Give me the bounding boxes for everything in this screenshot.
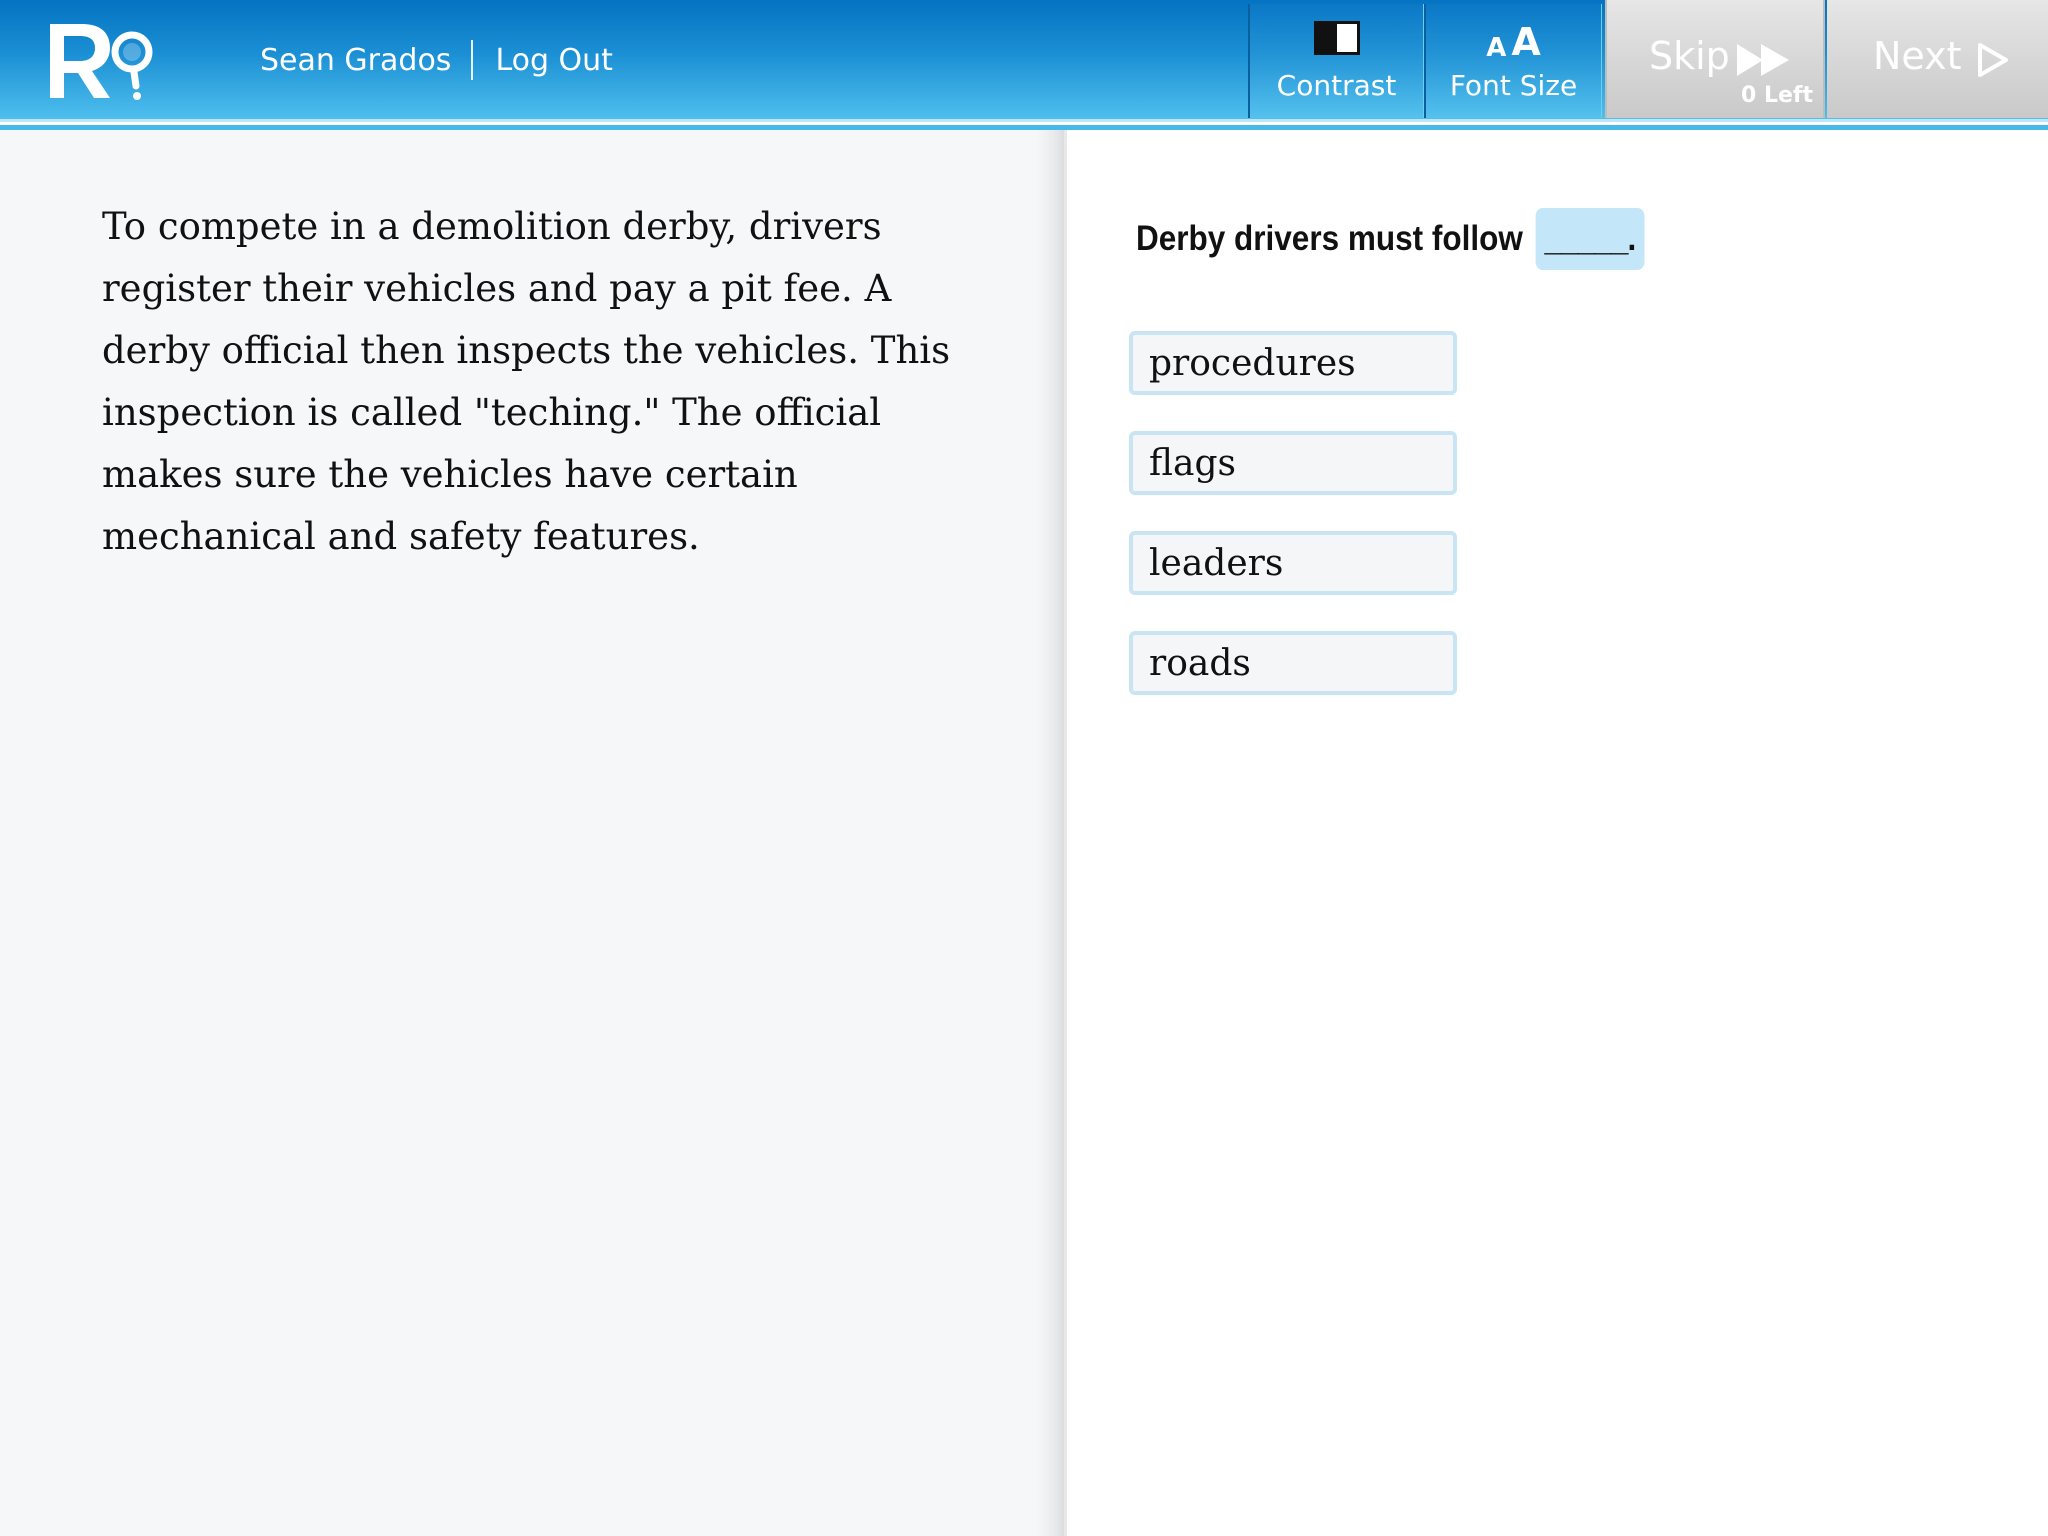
- question-prompt: [1136, 208, 1644, 270]
- logout-link[interactable]: Log Out: [495, 42, 613, 78]
- logo-icon[interactable]: [46, 20, 156, 102]
- next-button[interactable]: [1827, 0, 2048, 118]
- top-header: [0, 0, 2048, 122]
- fast-forward-icon: [1735, 42, 1791, 78]
- answer-blank: _____.: [1535, 208, 1644, 270]
- font-size-icon-large-a: A: [1511, 20, 1541, 64]
- font-size-icon: [1486, 20, 1541, 64]
- font-size-label: Font Size: [1449, 69, 1578, 102]
- panel-shadow: [1036, 130, 1066, 1536]
- answer-option[interactable]: leaders: [1129, 531, 1457, 595]
- font-size-icon-small-a: A: [1486, 33, 1507, 63]
- skips-remaining: 0 Left: [1741, 83, 1813, 108]
- play-arrow-icon: [1977, 42, 2009, 78]
- next-label: Next: [1873, 34, 1962, 78]
- answer-option[interactable]: roads: [1129, 631, 1457, 695]
- answer-option[interactable]: procedures: [1129, 331, 1457, 395]
- question-text: Derby drivers must follow: [1136, 219, 1523, 258]
- user-area: [260, 38, 613, 82]
- skip-label: Skip: [1649, 34, 1730, 78]
- user-name: Sean Grados: [260, 42, 452, 78]
- answer-option[interactable]: flags: [1129, 431, 1457, 495]
- font-size-button[interactable]: [1424, 4, 1602, 118]
- user-separator: [471, 40, 473, 80]
- contrast-button[interactable]: [1248, 4, 1424, 118]
- contrast-icon: [1314, 21, 1360, 55]
- passage-text: To compete in a demolition derby, drivers register their vehicles and pay a pit fee. A derby official then inspects the vehicles. This inspection is called "teching." The official makes sure the vehicles have certain mechanical and safety features.: [102, 205, 951, 558]
- contrast-label: Contrast: [1276, 69, 1397, 102]
- skip-button[interactable]: [1605, 0, 1825, 118]
